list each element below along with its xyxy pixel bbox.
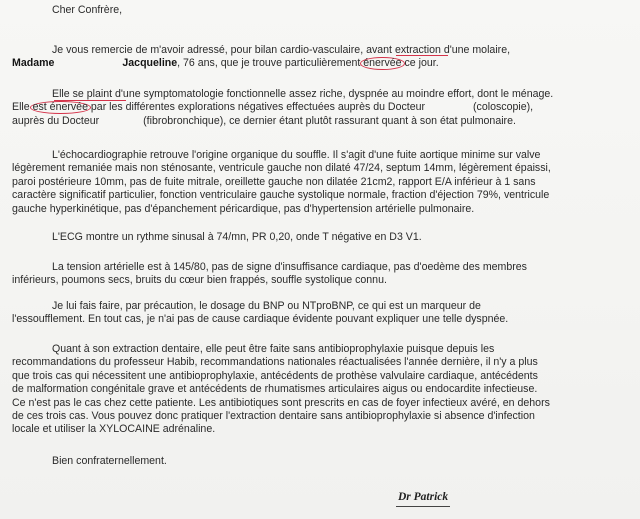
extraction-line: de ces trois cas. Vous pouvez donc pratiquer l'extraction dentaire sans antibioprophylaxie si absence d'infection	[12, 409, 535, 422]
extraction-line: recommandations du professeur Habib, recommandations nationales réactualisées l'année dernière, il n'y a plus	[12, 356, 538, 369]
closing-line: Bien confraternellement.	[52, 455, 167, 467]
echo-paragraph	[0, 149, 640, 216]
tension-paragraph	[0, 261, 640, 288]
ecg-paragraph	[0, 231, 640, 244]
extraction-line: que trois cas qui nécessitent une antibioprophylaxie, antécédents de prothèse valvulaire cardiaque, antécédents	[12, 369, 538, 382]
annotated-word-est-enervee: est énervée	[30, 101, 91, 114]
red-underline-2	[54, 100, 126, 101]
letter-greeting	[0, 4, 640, 17]
ecg-line: L'ECG montre un rythme sinusal à 74/mn, PR 0,20, onde T négative en D3 V1.	[52, 231, 422, 243]
annotated-word-enervee: énervée	[360, 57, 404, 70]
echo-line: caractère significatif particulier, fonction ventriculaire gauche systolique normale, fraction d'éjection 79%, ventricule	[12, 189, 550, 202]
complaint-line-2	[0, 101, 640, 114]
extraction-line: locale et utiliser la XYLOCAINE adrénaline.	[12, 423, 216, 436]
greeting-text: Cher Confrère,	[52, 4, 123, 16]
bnp-paragraph	[0, 300, 640, 327]
intro-paragraph	[0, 44, 640, 71]
signature: Dr Patrick	[398, 491, 449, 503]
intro-line-2-b: ce jour.	[401, 57, 439, 70]
intro-line-2-a: , 76 ans, que je trouve particulièrement	[177, 57, 364, 70]
echo-line: L'échocardiographie retrouve l'origine organique du souffle. Il s'agit d'une fuite aortique minime sur valve	[52, 149, 541, 161]
complaint-line-1: Elle se plaint d'une symptomatologie fonctionnelle assez riche, dyspnée au moindre effort, dont le ménage.	[52, 88, 554, 100]
extraction-paragraph	[0, 343, 640, 437]
extraction-line: Ce n'est pas le cas chez cette patiente. Les antibiotiques sont prescrits en cas de foyer infectieux avéré, en dehors	[12, 396, 550, 409]
bnp-line: Je lui fais faire, par précaution, le dosage du BNP ou NTproBNP, ce qui est un marqueur de	[52, 300, 481, 312]
complaint-line-3-b: (fibrobronchique), ce dernier étant plutôt rassurant quant à son état pulmonaire.	[143, 114, 516, 127]
complaint-line-3-a: auprès du Docteur	[12, 114, 100, 127]
tension-line: La tension artérielle est à 145/80, pas de signe d'insuffisance cardiaque, pas d'oedème des membres	[52, 261, 527, 273]
bnp-line: l'essoufflement. En tout cas, je n'ai pas de cause cardiaque évidente pouvant expliquer une telle dyspnée.	[12, 313, 509, 326]
signature-underline	[396, 506, 450, 507]
complaint-line-2-c: (coloscopie),	[473, 101, 534, 114]
echo-line: paroi postérieure 10mm, pas de fuite mitrale, oreillette gauche non dilatée 21cm2, rapport E/A inférieur à 1 sans	[12, 175, 536, 188]
complaint-line-2-a: Elle	[12, 101, 33, 114]
echo-line: gauche hyperkinétique, pas d'épanchement péricardique, pas d'hypertension artérielle pulmonaire.	[12, 202, 475, 215]
tension-line: inférieurs, poumons secs, bruits du cœur bien frappés, souffle systolique connu.	[12, 274, 387, 287]
echo-line: légèrement remaniée mais non sténosante, ventricule gauche non dilaté 47/24, septum 14mm, légèrement épaissi,	[12, 162, 551, 175]
intro-line-2	[0, 57, 640, 70]
extraction-line: de malformation congénitale grave et antécédents de rhumatismes articulaires aigus ou endocardite infectieuse.	[12, 383, 538, 396]
complaint-paragraph	[0, 88, 640, 128]
intro-line-1: Je vous remercie de m'avoir adressé, pour bilan cardio-vasculaire, avant extraction d'une molaire,	[52, 44, 511, 56]
complaint-line-2-b: par les différentes explorations négatives effectuées auprès du Docteur	[87, 101, 426, 114]
patient-title: Madame	[12, 57, 55, 70]
patient-name: Jacqueline	[122, 57, 178, 70]
closing-paragraph	[0, 455, 640, 468]
extraction-line: Quant à son extraction dentaire, elle peut être faite sans antibioprophylaxie puisque depuis les	[52, 343, 495, 355]
red-underline-1	[396, 55, 448, 56]
complaint-line-3	[0, 115, 640, 128]
